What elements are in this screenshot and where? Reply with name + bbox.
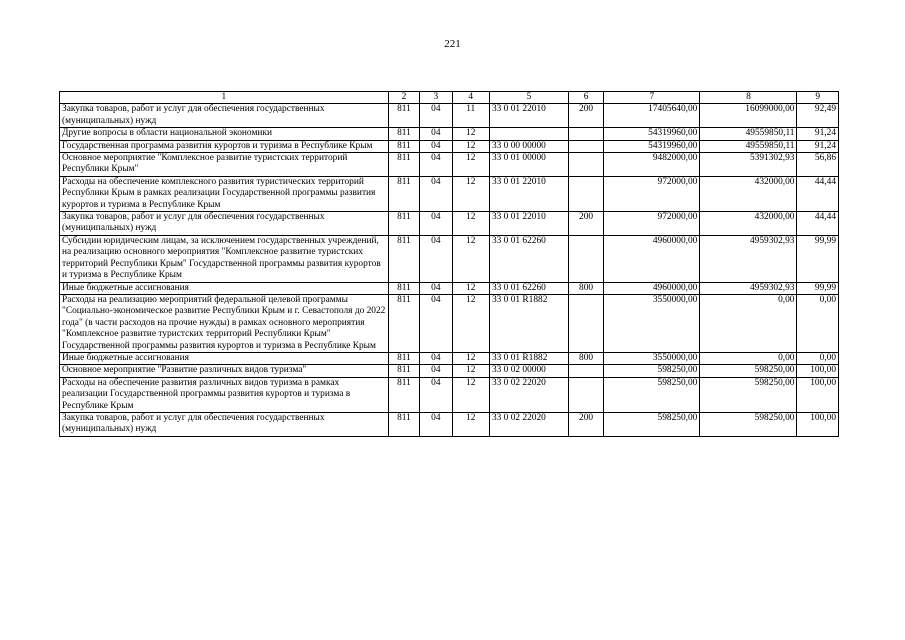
- cell-percent: 0,00: [797, 352, 839, 364]
- cell-section: 04: [420, 294, 452, 352]
- cell-name: Закупка товаров, работ и услуг для обеспечения государственных (муниципальных) нужд: [60, 212, 389, 236]
- cell-target-article: 33 0 02 22020: [489, 412, 568, 436]
- cell-percent: 44,44: [797, 176, 839, 211]
- cell-name: Государственная программа развития курортов и туризма в Республике Крым: [60, 140, 389, 152]
- table-row: [60, 294, 839, 352]
- cell-expense-type: [568, 365, 603, 377]
- cell-subsection: 12: [452, 294, 489, 352]
- cell-target-article: 33 0 01 22010: [489, 104, 568, 128]
- column-header: 1: [60, 92, 389, 104]
- cell-target-article: 33 0 02 00000: [489, 365, 568, 377]
- cell-target-article: 33 0 01 R1882: [489, 352, 568, 364]
- cell-section: 04: [420, 282, 452, 294]
- cell-executed: 16099000,00: [700, 104, 797, 128]
- cell-planned: 598250,00: [604, 377, 700, 412]
- column-header: 2: [388, 92, 419, 104]
- cell-section: 04: [420, 128, 452, 140]
- cell-name: Закупка товаров, работ и услуг для обеспечения государственных (муниципальных) нужд: [60, 412, 389, 436]
- cell-name: Другие вопросы в области национальной экономики: [60, 128, 389, 140]
- cell-name: Расходы на реализацию мероприятий федеральной целевой программы "Социально-экономическое развитие Республики Крым и г. Севастополя до 2022 года" (в части расходов на прочие нужды) в рамках основного мероприятия "Комплексное развитие туристских территорий Республики Крым" Государственной программы развития курортов и туризма в Республике Крым: [60, 294, 389, 352]
- cell-executed: 49559850,11: [700, 140, 797, 152]
- cell-executed: 432000,00: [700, 212, 797, 236]
- cell-section: 04: [420, 365, 452, 377]
- column-header: 6: [568, 92, 603, 104]
- cell-planned: 4960000,00: [604, 235, 700, 282]
- cell-executed: 432000,00: [700, 176, 797, 211]
- cell-name: Иные бюджетные ассигнования: [60, 282, 389, 294]
- cell-executed: 5391302,93: [700, 153, 797, 177]
- header-row: [60, 92, 839, 104]
- cell-planned: 54319960,00: [604, 140, 700, 152]
- cell-percent: 0,00: [797, 294, 839, 352]
- column-header: 3: [420, 92, 452, 104]
- cell-expense-type: 800: [568, 352, 603, 364]
- cell-target-article: 33 0 01 62260: [489, 282, 568, 294]
- cell-subsection: 12: [452, 140, 489, 152]
- cell-target-article: 33 0 02 22020: [489, 377, 568, 412]
- cell-percent: 99,99: [797, 282, 839, 294]
- cell-name: Основное мероприятие "Развитие различных видов туризма": [60, 365, 389, 377]
- table-row: [60, 153, 839, 177]
- cell-planned: 3550000,00: [604, 352, 700, 364]
- cell-expense-type: [568, 140, 603, 152]
- cell-planned: 3550000,00: [604, 294, 700, 352]
- cell-code: 811: [388, 128, 419, 140]
- cell-name: Закупка товаров, работ и услуг для обеспечения государственных (муниципальных) нужд: [60, 104, 389, 128]
- cell-expense-type: [568, 294, 603, 352]
- cell-code: 811: [388, 140, 419, 152]
- cell-subsection: 12: [452, 352, 489, 364]
- cell-subsection: 12: [452, 365, 489, 377]
- cell-percent: 100,00: [797, 365, 839, 377]
- table-row: [60, 212, 839, 236]
- cell-subsection: 12: [452, 235, 489, 282]
- cell-expense-type: [568, 153, 603, 177]
- cell-expense-type: [568, 128, 603, 140]
- cell-percent: 56,86: [797, 153, 839, 177]
- cell-planned: 598250,00: [604, 412, 700, 436]
- table-row: [60, 176, 839, 211]
- cell-executed: 598250,00: [700, 377, 797, 412]
- cell-name: Иные бюджетные ассигнования: [60, 352, 389, 364]
- cell-code: 811: [388, 294, 419, 352]
- column-header: 7: [604, 92, 700, 104]
- cell-section: 04: [420, 153, 452, 177]
- table-row: [60, 365, 839, 377]
- cell-planned: 9482000,00: [604, 153, 700, 177]
- cell-subsection: 12: [452, 412, 489, 436]
- cell-section: 04: [420, 104, 452, 128]
- cell-expense-type: [568, 176, 603, 211]
- cell-expense-type: 200: [568, 212, 603, 236]
- cell-code: 811: [388, 412, 419, 436]
- cell-executed: 0,00: [700, 352, 797, 364]
- cell-percent: 91,24: [797, 140, 839, 152]
- cell-section: 04: [420, 352, 452, 364]
- cell-expense-type: [568, 235, 603, 282]
- cell-executed: 4959302,93: [700, 282, 797, 294]
- cell-expense-type: 200: [568, 104, 603, 128]
- cell-code: 811: [388, 212, 419, 236]
- cell-percent: 100,00: [797, 377, 839, 412]
- cell-code: 811: [388, 377, 419, 412]
- table-row: [60, 352, 839, 364]
- column-header: 5: [489, 92, 568, 104]
- cell-subsection: 12: [452, 176, 489, 211]
- cell-target-article: [489, 128, 568, 140]
- cell-percent: 100,00: [797, 412, 839, 436]
- cell-code: 811: [388, 282, 419, 294]
- cell-subsection: 12: [452, 128, 489, 140]
- cell-section: 04: [420, 377, 452, 412]
- column-header: 8: [700, 92, 797, 104]
- table-row: [60, 282, 839, 294]
- cell-planned: 598250,00: [604, 365, 700, 377]
- cell-expense-type: 800: [568, 282, 603, 294]
- cell-expense-type: [568, 377, 603, 412]
- table-row: [60, 140, 839, 152]
- cell-planned: 17405640,00: [604, 104, 700, 128]
- cell-code: 811: [388, 104, 419, 128]
- cell-percent: 44,44: [797, 212, 839, 236]
- cell-code: 811: [388, 352, 419, 364]
- cell-name: Субсидии юридическим лицам, за исключением государственных учреждений, на реализацию основного мероприятия "Комплексное развитие туристских территорий Республики Крым" Государственной программы развития курортов и туризма в Республике Крым: [60, 235, 389, 282]
- cell-section: 04: [420, 140, 452, 152]
- cell-executed: 598250,00: [700, 365, 797, 377]
- cell-section: 04: [420, 212, 452, 236]
- cell-code: 811: [388, 365, 419, 377]
- table-row: [60, 377, 839, 412]
- table-row: [60, 128, 839, 140]
- cell-target-article: 33 0 01 22010: [489, 176, 568, 211]
- cell-subsection: 12: [452, 153, 489, 177]
- cell-subsection: 12: [452, 282, 489, 294]
- cell-code: 811: [388, 176, 419, 211]
- cell-target-article: 33 0 00 00000: [489, 140, 568, 152]
- cell-expense-type: 200: [568, 412, 603, 436]
- cell-executed: 49559850,11: [700, 128, 797, 140]
- table-row: [60, 235, 839, 282]
- page-number: 221: [444, 38, 461, 50]
- cell-planned: 4960000,00: [604, 282, 700, 294]
- cell-percent: 92,49: [797, 104, 839, 128]
- budget-table: [59, 91, 839, 437]
- cell-executed: 598250,00: [700, 412, 797, 436]
- cell-subsection: 12: [452, 212, 489, 236]
- column-header: 4: [452, 92, 489, 104]
- cell-section: 04: [420, 176, 452, 211]
- cell-executed: 0,00: [700, 294, 797, 352]
- cell-percent: 99,99: [797, 235, 839, 282]
- cell-section: 04: [420, 235, 452, 282]
- cell-planned: 54319960,00: [604, 128, 700, 140]
- cell-name: Расходы на обеспечение комплексного развития туристических территорий Республики Крым в рамках реализации Государственной программы развития курортов и туризма в Республике Крым: [60, 176, 389, 211]
- cell-subsection: 11: [452, 104, 489, 128]
- cell-executed: 4959302,93: [700, 235, 797, 282]
- table-row: [60, 104, 839, 128]
- cell-subsection: 12: [452, 377, 489, 412]
- column-header: 9: [797, 92, 839, 104]
- table-row: [60, 412, 839, 436]
- cell-percent: 91,24: [797, 128, 839, 140]
- cell-planned: 972000,00: [604, 176, 700, 211]
- cell-code: 811: [388, 153, 419, 177]
- cell-target-article: 33 0 01 22010: [489, 212, 568, 236]
- cell-name: Расходы на обеспечение развития различных видов туризма в рамках реализации Государственной программы развития курортов и туризма в Республике Крым: [60, 377, 389, 412]
- cell-section: 04: [420, 412, 452, 436]
- cell-planned: 972000,00: [604, 212, 700, 236]
- cell-target-article: 33 0 01 62260: [489, 235, 568, 282]
- cell-name: Основное мероприятие "Комплексное развитие туристских территорий Республики Крым": [60, 153, 389, 177]
- cell-code: 811: [388, 235, 419, 282]
- cell-target-article: 33 0 01 00000: [489, 153, 568, 177]
- cell-target-article: 33 0 01 R1882: [489, 294, 568, 352]
